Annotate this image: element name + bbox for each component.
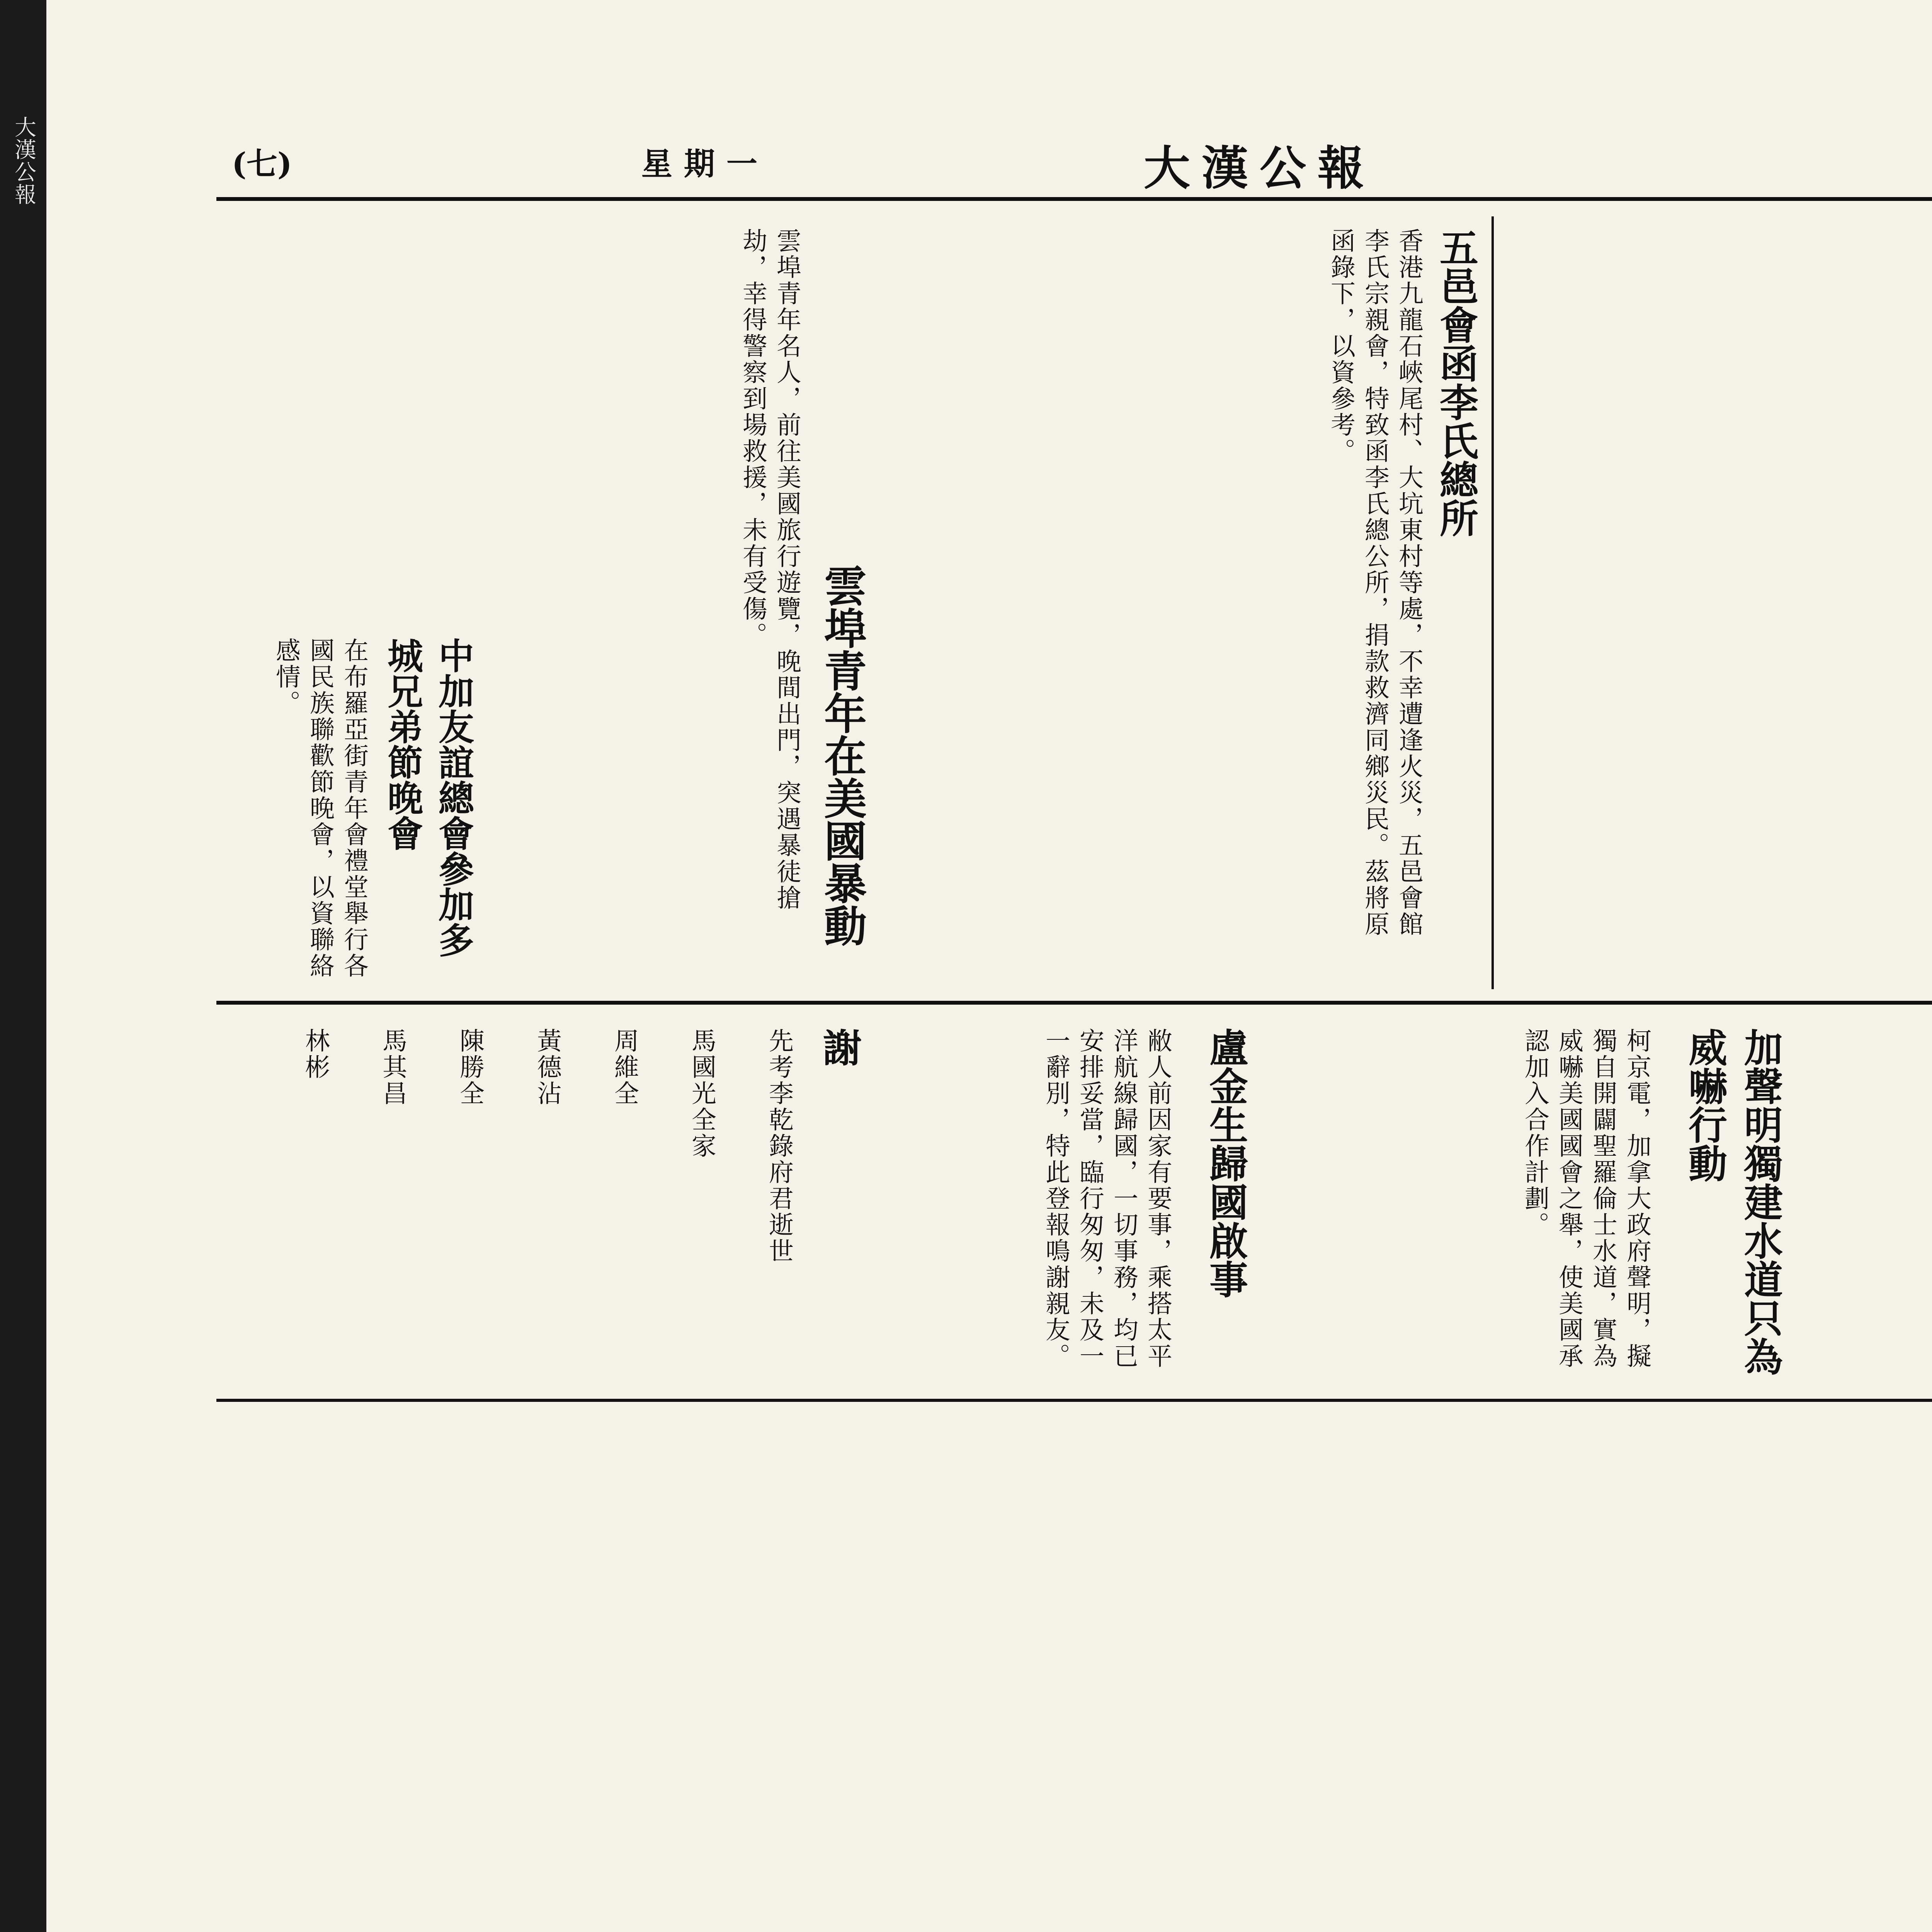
top-section-rule bbox=[216, 1001, 1932, 1005]
masthead-weekday: 星期一 bbox=[641, 146, 769, 182]
wuyi-headline: 五邑會函李氏總所 bbox=[1433, 228, 1479, 537]
masthead-rule bbox=[216, 197, 1932, 201]
anniv-body: 在布羅亞街青年會禮堂舉行各國民族聯歡節晚會，以資聯絡感情。 bbox=[272, 638, 368, 979]
thanks2-section bbox=[1569, 1414, 1932, 1932]
thanks1-name: 林彬 bbox=[301, 1028, 330, 1080]
thanks1-name: 黃德沾 bbox=[533, 1028, 561, 1107]
wuyi-body: 香港九龍石峽尾村、大坑東村等處，不幸遭逢火災，五邑會館李氏宗親會，特致函李氏總公所，捐款救濟同鄉災民。茲將原函錄下，以資參考。 bbox=[1327, 228, 1423, 937]
masthead bbox=[216, 128, 1932, 197]
mid-section-rule bbox=[216, 1399, 1932, 1402]
water-headline: 加聲明獨建水道只為威嚇行動 bbox=[1682, 1028, 1783, 1376]
masthead-page: (七) bbox=[232, 146, 292, 182]
return-headline: 盧金生歸國啟事 bbox=[1203, 1028, 1248, 1298]
thanks1-name: 先考李乾錄府君逝世 bbox=[765, 1028, 793, 1264]
water-body: 柯京電，加拿大政府聲明，擬獨自開闢聖羅倫士水道，實為威嚇美國國會之舉，使美國承認加入合作計劃。 bbox=[1520, 1028, 1651, 1369]
left-margin-fragment: 大漢公報 bbox=[11, 116, 36, 206]
thanks1-name: 陳勝全 bbox=[456, 1028, 484, 1107]
youth-body: 雲埠青年名人，前往美國旅行遊覽，晚間出門，突遇暴徒搶劫，幸得警察到場救援，未有受傷。 bbox=[738, 228, 801, 911]
thanks1-name: 周維全 bbox=[610, 1028, 639, 1107]
thanks3-section bbox=[232, 1414, 1553, 1932]
thanks2-body bbox=[1577, 1422, 1932, 1932]
editorial-body bbox=[1499, 386, 1932, 981]
editorial-divider bbox=[1492, 216, 1494, 989]
editorial-section bbox=[1499, 216, 1932, 989]
thanks1-name: 馬國光全家 bbox=[687, 1028, 716, 1159]
youth-headline: 雲埠青年在美國暴動 bbox=[817, 564, 867, 947]
thanks1-name: 馬其昌 bbox=[378, 1028, 407, 1107]
anniv-headline: 中加友誼總會參加多城兄弟節晚會 bbox=[382, 638, 474, 957]
thanks1-names bbox=[232, 1028, 796, 1376]
return-body: 敝人前因家有要事，乘搭太平洋航線歸國，一切事務，均已安排妥當，臨行匆匆，未及一一辭別，特此登報鳴謝親友。 bbox=[1041, 1028, 1172, 1369]
masthead-paper-name: 大漢公報 bbox=[1144, 141, 1376, 196]
thanks1-title: 謝 bbox=[816, 1028, 862, 1066]
